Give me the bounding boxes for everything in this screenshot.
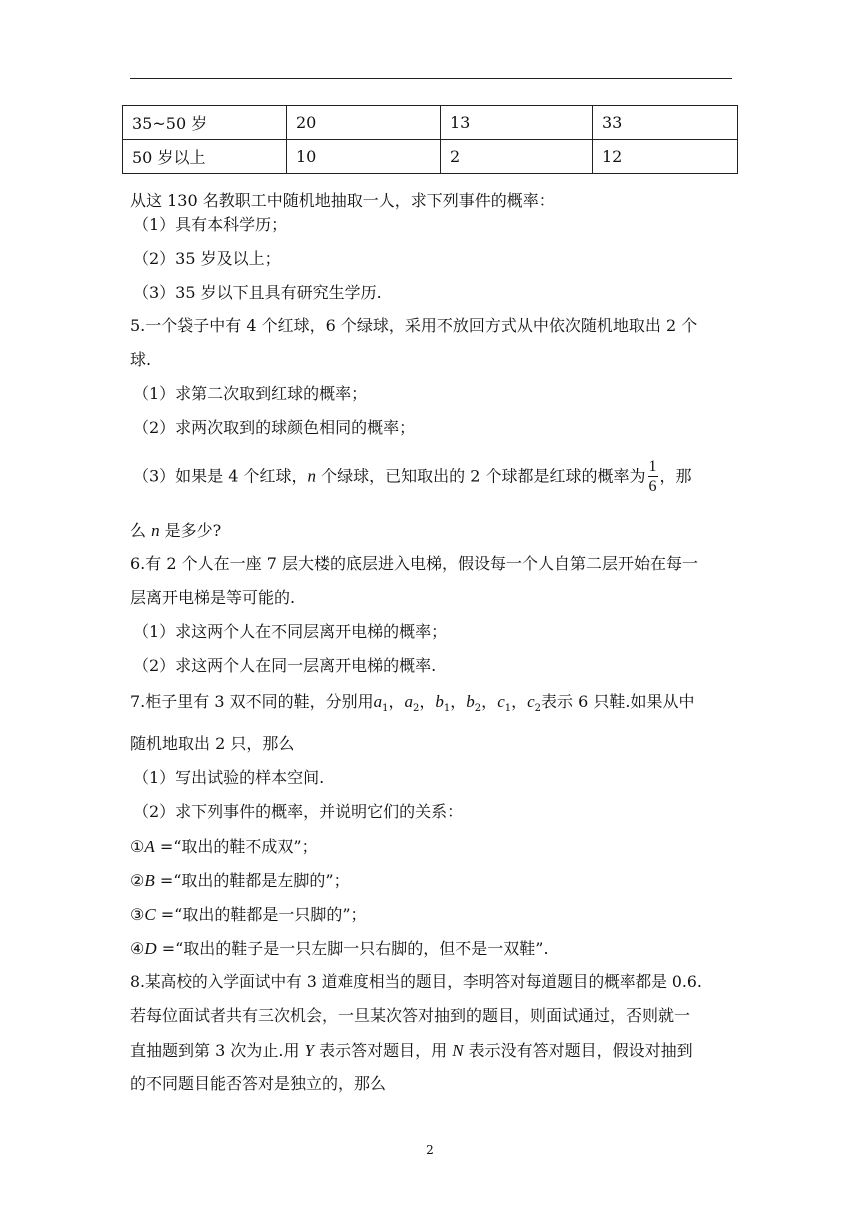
q8-stem-line-2: 若每位面试者共有三次机会，一旦某次答对抽到的题目，则面试通过，否则就一: [130, 1006, 691, 1025]
q8-stem-line-1: 8.某高校的入学面试中有 3 道难度相当的题目，李明答对每道题目的概率都是 0.6.: [130, 972, 702, 991]
event-text: =“取出的鞋都是一只脚的”；: [155, 905, 367, 924]
var-a: A: [144, 837, 155, 856]
subscript: 2: [474, 703, 482, 715]
fraction-numerator: 1: [648, 458, 657, 475]
event-marker: ④: [130, 939, 145, 958]
event-c: [130, 906, 367, 923]
var-n: n: [151, 521, 160, 540]
text-segment: 表示没有答对题目，假设对抽到: [463, 1041, 693, 1060]
var-y: Y: [304, 1041, 314, 1060]
text-segment: （3）如果是 4 个红球，: [133, 466, 308, 486]
separator: ，: [388, 692, 405, 711]
text-segment: 直抽题到第 3 次为止.用: [130, 1041, 305, 1060]
table-cell: 2: [441, 140, 593, 174]
var-n: n: [307, 466, 317, 486]
q7-item-1: （1）写出试验的样本空间.: [133, 768, 325, 787]
page-number: 2: [426, 1143, 434, 1157]
fraction-denominator: 6: [648, 478, 657, 495]
separator: ，: [511, 692, 528, 711]
symbol: b: [466, 692, 475, 711]
event-marker: ③: [130, 905, 145, 924]
text-segment: 是多少?: [159, 521, 222, 540]
event-marker: ①: [130, 837, 145, 856]
q8-stem-line-3: [130, 1042, 693, 1059]
text-segment: 表示答对题目，用: [314, 1041, 453, 1060]
q6-item-1: （1）求这两个人在不同层离开电梯的概率；: [133, 622, 448, 641]
subscript: 2: [413, 703, 420, 715]
q6-item-2: （2）求这两个人在同一层离开电梯的概率.: [133, 656, 437, 675]
separator: ，: [419, 692, 436, 711]
intro-text: 从这 130 名教职工中随机地抽取一人，求下列事件的概率：: [130, 191, 555, 210]
text-segment: 7.柜子里有 3 双不同的鞋，分别用: [130, 692, 374, 711]
event-text: =“取出的鞋都是左脚的”；: [154, 871, 350, 890]
separator: ，: [450, 692, 467, 711]
q7-stem-line-1: [130, 693, 695, 714]
var-d: D: [144, 939, 157, 958]
q4-item-2: （2）35 岁及以上；: [133, 249, 281, 268]
text-segment: 表示 6 只鞋.如果从中: [541, 692, 695, 711]
stats-table: [122, 105, 738, 174]
q7-item-2: （2）求下列事件的概率，并说明它们的关系：: [133, 802, 464, 821]
event-marker: ②: [130, 871, 145, 890]
subscript: 1: [382, 703, 389, 715]
symbol: c: [527, 692, 535, 711]
q4-item-3: （3）35 岁以下且具有研究生学历.: [133, 283, 382, 302]
q5-item-3-cont: [130, 522, 221, 539]
table-row: [123, 140, 738, 174]
subscript: 1: [504, 703, 512, 715]
table-cell: 13: [441, 106, 593, 140]
q8-stem-line-4: 的不同题目能否答对是独立的，那么: [130, 1074, 387, 1093]
q5-item-3: [133, 459, 692, 495]
symbol: c: [497, 692, 505, 711]
header-rule: [130, 78, 732, 79]
table-cell: 35~50 岁: [123, 106, 287, 140]
q4-item-1: （1）具有本科学历；: [133, 215, 288, 234]
var-b: B: [144, 871, 155, 890]
table-cell: 50 岁以上: [123, 140, 287, 174]
fraction: [648, 459, 658, 495]
q6-stem-line-1: 6.有 2 个人在一座 7 层大楼的底层进入电梯，假设每一个人自第二层开始在每一: [130, 554, 698, 573]
subscript: 2: [534, 703, 542, 715]
q5-item-2: （2）求两次取到的球颜色相同的概率；: [133, 418, 416, 437]
symbol: a: [373, 692, 383, 711]
event-text: =“取出的鞋不成双”；: [154, 837, 318, 856]
q6-stem-line-2: 层离开电梯是等可能的.: [130, 588, 296, 607]
q7-stem-line-2: 随机地取出 2 只，那么: [130, 734, 295, 753]
table-cell: 20: [287, 106, 441, 140]
q5-stem-line-2: 球.: [130, 350, 152, 369]
var-n: N: [452, 1041, 464, 1060]
event-d: [130, 940, 549, 957]
table-row: [123, 106, 738, 140]
text-segment: ，那: [659, 466, 692, 486]
q5-stem-line-1: 5.一个袋子中有 4 个红球，6 个绿球，采用不放回方式从中依次随机地取出 2 个: [130, 316, 698, 335]
text-segment: 么: [130, 521, 152, 540]
event-text: =“取出的鞋子是一只左脚一只右脚的，但不是一双鞋”.: [156, 939, 549, 958]
table-cell: 33: [593, 106, 738, 140]
separator: ，: [481, 692, 498, 711]
text-segment: 个绿球，已知取出的 2 个球都是红球的概率为: [316, 466, 646, 486]
table-cell: 10: [287, 140, 441, 174]
symbol: b: [435, 692, 444, 711]
event-b: [130, 872, 350, 889]
q5-item-1: （1）求第二次取到红球的概率；: [133, 384, 368, 403]
var-c: C: [144, 905, 156, 924]
event-a: [130, 838, 318, 855]
symbol: a: [404, 692, 414, 711]
subscript: 1: [443, 703, 451, 715]
table-cell: 12: [593, 140, 738, 174]
